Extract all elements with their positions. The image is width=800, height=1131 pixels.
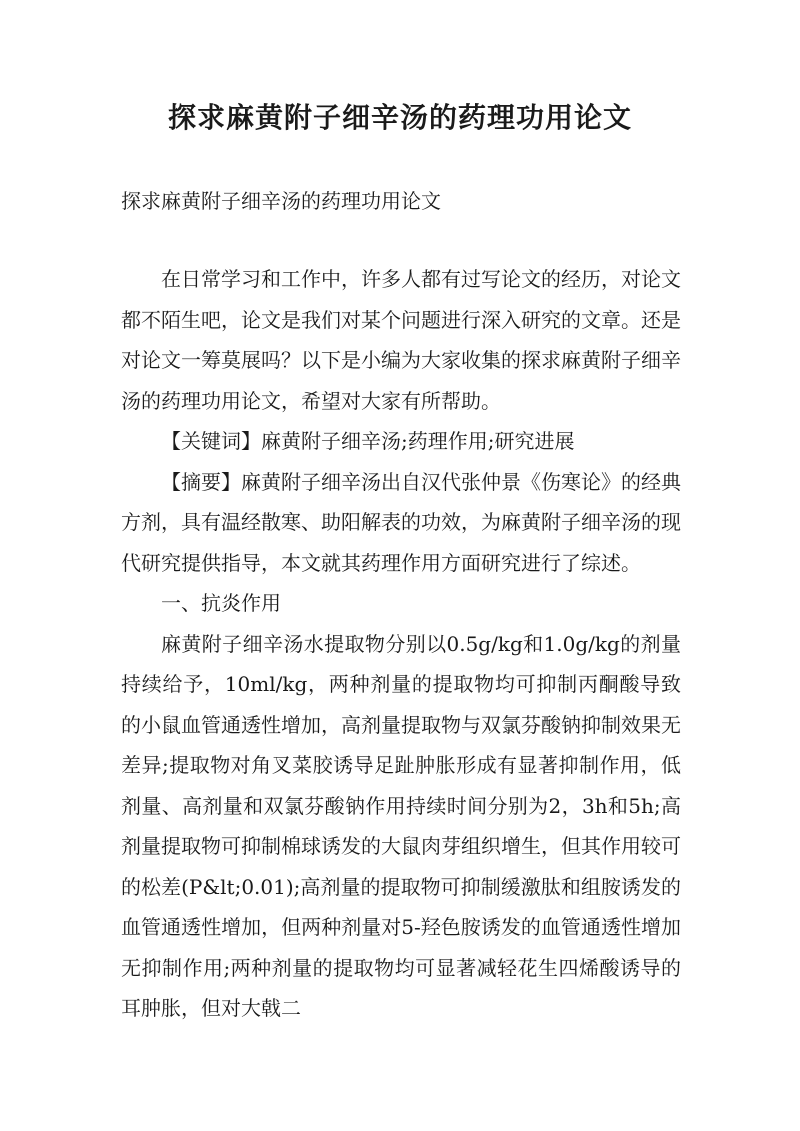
document-body [121,259,681,1029]
section-paragraph: 麻黄附子细辛汤水提取物分别以0.5g/kg和1.0g/kg的剂量持续给予，10ml/kg，两种剂量的提取物均可抑制丙酮酸导致的小鼠血管通透性增加，高剂量提取物与双氯芬酸钠抑制效果无差异;提取物对角叉菜胶诱导足趾肿胀形成有显著抑制作用，低剂量、高剂量和双氯芬酸钠作用持续时间分别为2，3h和5h;高剂量提取物可抑制棉球诱发的大鼠肉芽组织增生，但其作用较可的松差(P&lt;0.01);高剂量的提取物可抑制缓激肽和组胺诱发的血管通透性增加，但两种剂量对5-羟色胺诱发的血管通透性增加无抑制作用;两种剂量的提取物均可显著减轻花生四烯酸诱导的耳肿胀，但对大戟二 [121,631,681,1020]
document-title: 探求麻黄附子细辛汤的药理功用论文 [167,101,632,134]
document-subtitle: 探求麻黄附子细辛汤的药理功用论文 [121,189,441,213]
keywords-paragraph: 【关键词】麻黄附子细辛汤;药理作用;研究进展 [161,429,575,453]
section-heading: 一、抗炎作用 [161,591,281,615]
abstract-paragraph: 【摘要】麻黄附子细辛汤出自汉代张仲景《伤寒论》的经典方剂，具有温经散寒、助阳解表的功效，为麻黄附子细辛汤的现代研究提供指导，本文就其药理作用方面研究进行了综述。 [121,469,681,575]
intro-paragraph: 在日常学习和工作中，许多人都有过写论文的经历，对论文都不陌生吧，论文是我们对某个问题进行深入研究的文章。还是对论文一筹莫展吗？以下是小编为大家收集的探求麻黄附子细辛汤的药理功用论文，希望对大家有所帮助。 [121,267,681,413]
